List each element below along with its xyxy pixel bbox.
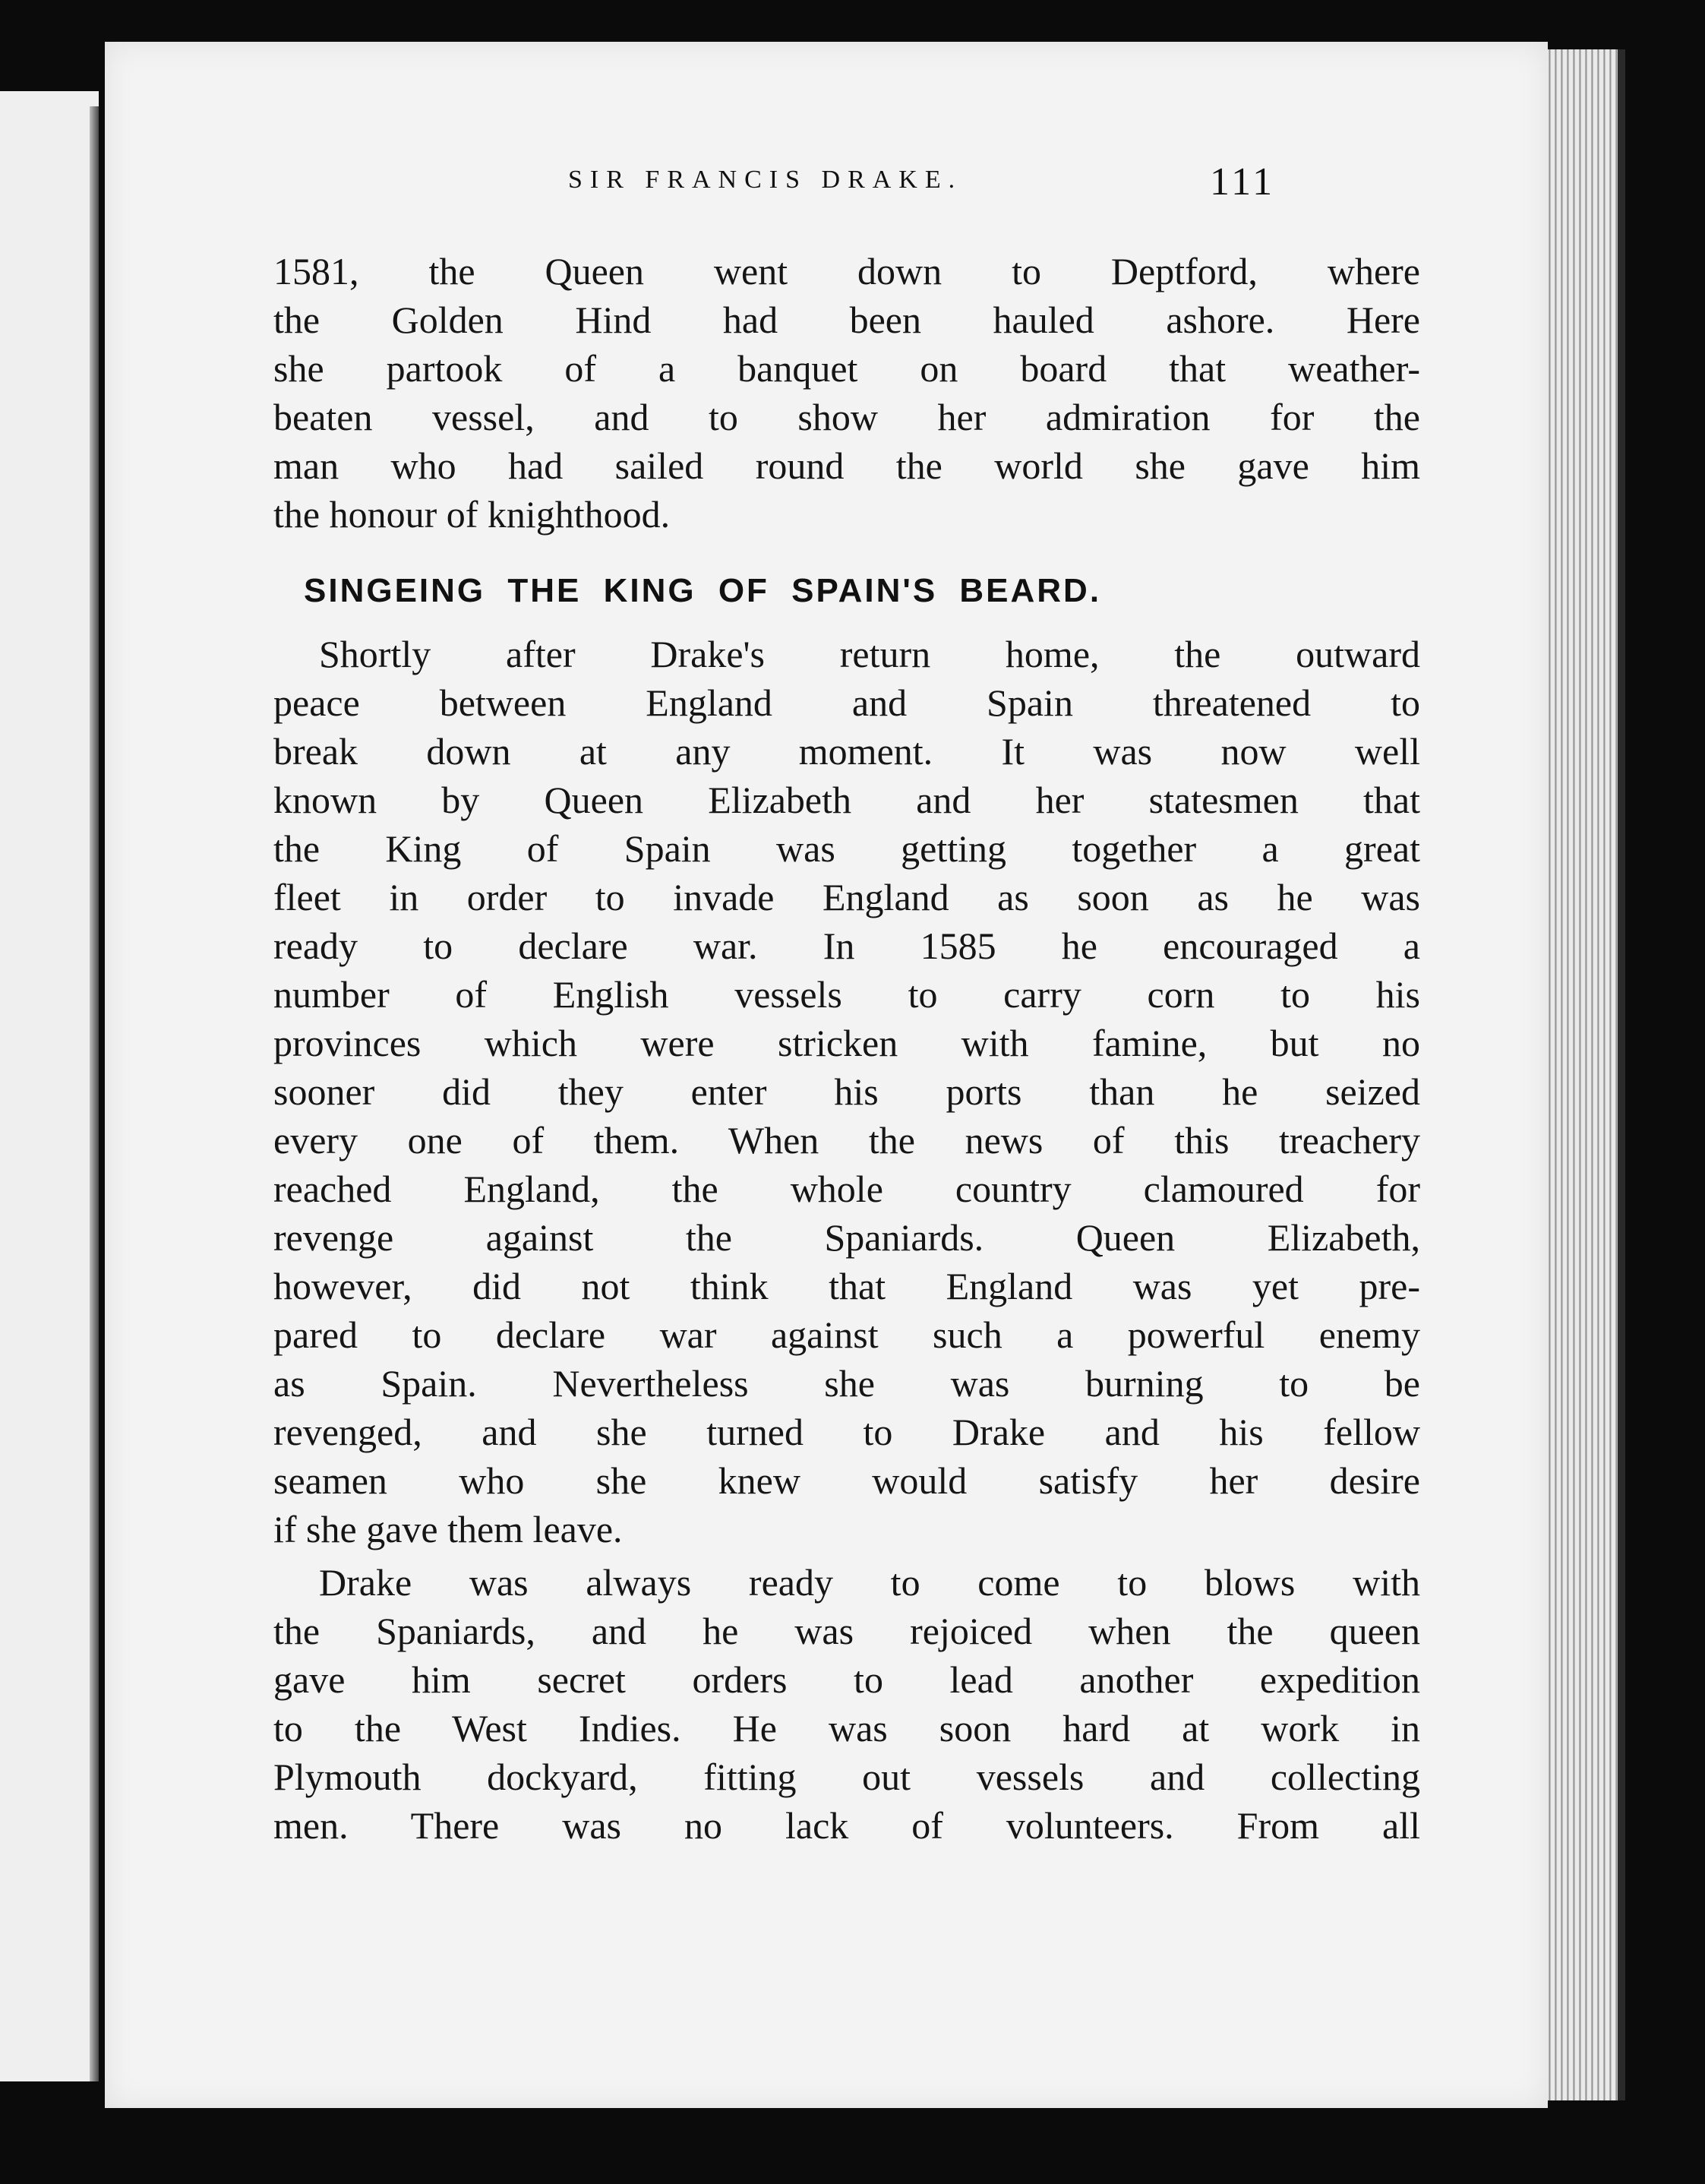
text-line: peace between England and Spain threatened to xyxy=(273,681,1420,724)
text-line: revenge against the Spaniards. Queen Elizabeth, xyxy=(273,1216,1420,1259)
text-line: ready to declare war. In 1585 he encouraged a xyxy=(273,924,1420,967)
text-line: reached England, the whole country clamoured for xyxy=(273,1168,1420,1210)
text-line: provinces which were stricken with famine, but no xyxy=(273,1022,1420,1064)
text-line: sooner did they enter his ports than he seized xyxy=(273,1070,1420,1113)
text-line: every one of them. When the news of this treachery xyxy=(273,1119,1420,1162)
book-page xyxy=(105,42,1548,2108)
text-line: fleet in order to invade England as soon as he was xyxy=(273,876,1420,918)
text-line: man who had sailed round the world she gave him xyxy=(273,444,1420,487)
page-number: 111 xyxy=(1210,160,1276,204)
text-line: Plymouth dockyard, fitting out vessels and collecting xyxy=(273,1756,1420,1798)
text-line: the King of Spain was getting together a great xyxy=(273,827,1420,870)
running-head xyxy=(105,160,1548,205)
text-line: she partook of a banquet on board that weather- xyxy=(273,347,1420,390)
text-line: men. There was no lack of volunteers. From all xyxy=(273,1804,1420,1847)
text-line: the Golden Hind had been hauled ashore. Here xyxy=(273,299,1420,341)
paragraph-1 xyxy=(273,247,1420,539)
text-line: 1581, the Queen went down to Deptford, where xyxy=(273,250,1420,292)
running-head-title: SIR FRANCIS DRAKE. xyxy=(568,166,963,194)
body-text xyxy=(273,247,1420,1850)
text-line: however, did not think that England was yet pre- xyxy=(273,1265,1420,1307)
text-line: number of English vessels to carry corn to his xyxy=(273,973,1420,1016)
paragraph-2 xyxy=(273,630,1420,1553)
text-line: break down at any moment. It was now well xyxy=(273,730,1420,773)
text-line: Shortly after Drake's return home, the outward xyxy=(319,633,1420,675)
text-line: the honour of knighthood. xyxy=(273,493,671,536)
text-line: gave him secret orders to lead another expedition xyxy=(273,1658,1420,1701)
text-line: the Spaniards, and he was rejoiced when the queen xyxy=(273,1610,1420,1652)
section-heading: SINGEING THE KING OF SPAIN'S BEARD. xyxy=(304,572,1102,609)
facing-page-edge xyxy=(0,91,99,2081)
paragraph-3 xyxy=(273,1558,1420,1850)
text-line: known by Queen Elizabeth and her statesmen that xyxy=(273,779,1420,821)
text-line: pared to declare war against such a powerful enemy xyxy=(273,1313,1420,1356)
text-line: if she gave them leave. xyxy=(273,1508,623,1550)
text-line: Drake was always ready to come to blows with xyxy=(319,1561,1420,1604)
text-line: beaten vessel, and to show her admiration for the xyxy=(273,396,1420,438)
text-line: revenged, and she turned to Drake and his fellow xyxy=(273,1411,1420,1453)
text-line: to the West Indies. He was soon hard at work in xyxy=(273,1707,1420,1749)
text-line: as Spain. Nevertheless she was burning to be xyxy=(273,1362,1420,1405)
text-line: seamen who she knew would satisfy her desire xyxy=(273,1459,1420,1502)
